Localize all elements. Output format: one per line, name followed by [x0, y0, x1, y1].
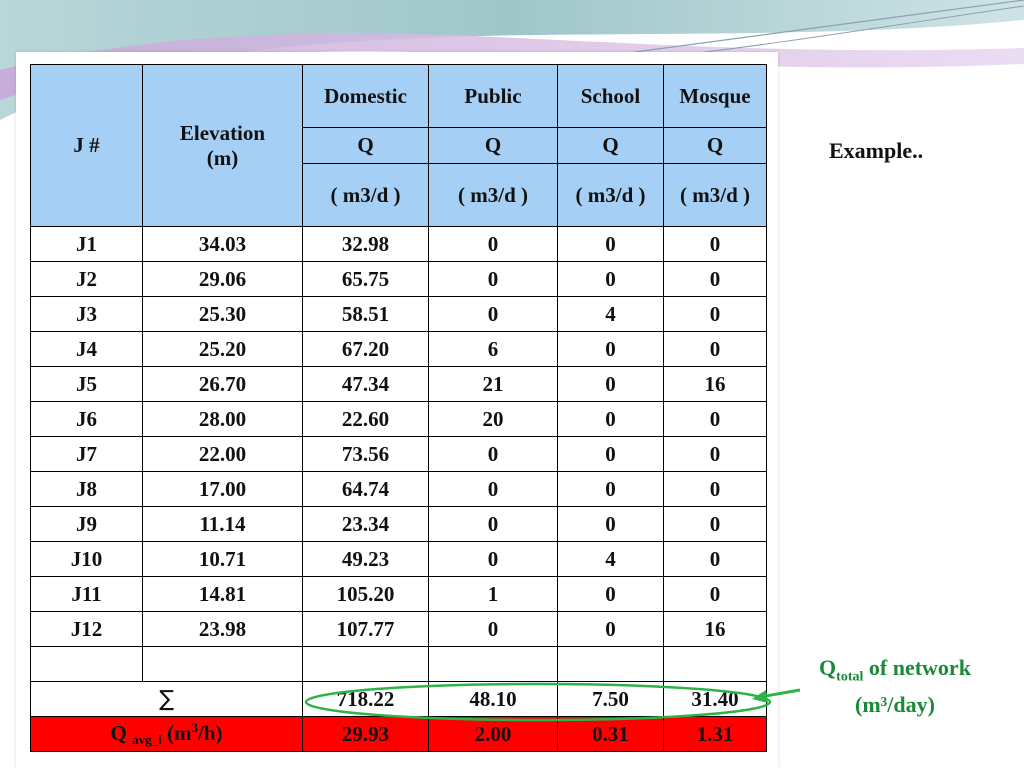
- cell-elevation: 34.03: [143, 227, 303, 262]
- header-school: School: [558, 65, 664, 128]
- cell-junction: [31, 647, 143, 682]
- cell-public: 0: [429, 472, 558, 507]
- cell-school: 4: [558, 542, 664, 577]
- cell-mosque: 0: [664, 507, 767, 542]
- cell-junction: J8: [31, 472, 143, 507]
- header-elevation: [143, 65, 303, 227]
- cell-domestic: [303, 647, 429, 682]
- table-row: [31, 472, 767, 507]
- qtotal-rest: of network: [863, 655, 971, 680]
- header-elevation-unit: (m): [206, 145, 239, 170]
- cell-public: 0: [429, 542, 558, 577]
- cell-mosque: 0: [664, 472, 767, 507]
- avg-label: [31, 717, 303, 752]
- cell-domestic: 65.75: [303, 262, 429, 297]
- cell-elevation: 26.70: [143, 367, 303, 402]
- header-q: Q: [558, 128, 664, 164]
- qtotal-q: Q: [819, 655, 837, 680]
- cell-junction: J12: [31, 612, 143, 647]
- cell-school: [558, 647, 664, 682]
- header-junction: J #: [31, 65, 143, 227]
- cell-public: 0: [429, 227, 558, 262]
- header-q: Q: [429, 128, 558, 164]
- table-row: [31, 297, 767, 332]
- cell-elevation: 17.00: [143, 472, 303, 507]
- table-body: [31, 227, 767, 682]
- table-row: [31, 227, 767, 262]
- avg-school: 0.31: [558, 717, 664, 752]
- cell-mosque: 16: [664, 612, 767, 647]
- example-label: Example..: [829, 138, 924, 163]
- cell-domestic: 105.20: [303, 577, 429, 612]
- sigma-symbol: ∑: [159, 686, 174, 712]
- header-unit: ( m3/d ): [429, 164, 558, 227]
- avg-unit-pre: (m: [166, 721, 192, 745]
- sum-symbol: [31, 682, 303, 717]
- cell-school: 0: [558, 577, 664, 612]
- cell-domestic: 22.60: [303, 402, 429, 437]
- table-row: [31, 402, 767, 437]
- table-row: [31, 437, 767, 472]
- avg-mosque: 1.31: [664, 717, 767, 752]
- cell-school: 4: [558, 297, 664, 332]
- header-q: Q: [664, 128, 767, 164]
- qtotal-unit: (m³/day): [855, 692, 935, 718]
- cell-domestic: 23.34: [303, 507, 429, 542]
- cell-domestic: 47.34: [303, 367, 429, 402]
- cell-mosque: 0: [664, 577, 767, 612]
- sum-row: [31, 682, 767, 717]
- cell-junction: J10: [31, 542, 143, 577]
- cell-public: 21: [429, 367, 558, 402]
- cell-school: 0: [558, 367, 664, 402]
- header-unit: ( m3/d ): [558, 164, 664, 227]
- table-row: [31, 647, 767, 682]
- cell-mosque: 0: [664, 542, 767, 577]
- header-unit: ( m3/d ): [664, 164, 767, 227]
- cell-public: 0: [429, 262, 558, 297]
- cell-junction: J2: [31, 262, 143, 297]
- cell-domestic: 73.56: [303, 437, 429, 472]
- cell-domestic: 107.77: [303, 612, 429, 647]
- cell-public: 20: [429, 402, 558, 437]
- cell-junction: J4: [31, 332, 143, 367]
- avg-domestic: 29.93: [303, 717, 429, 752]
- cell-elevation: 14.81: [143, 577, 303, 612]
- header-domestic: Domestic: [303, 65, 429, 128]
- cell-school: 0: [558, 437, 664, 472]
- table-row: [31, 367, 767, 402]
- cell-mosque: [664, 647, 767, 682]
- cell-mosque: 0: [664, 262, 767, 297]
- cell-elevation: 22.00: [143, 437, 303, 472]
- header-public: Public: [429, 65, 558, 128]
- avg-unit-exp: 3: [191, 720, 198, 735]
- cell-public: 6: [429, 332, 558, 367]
- cell-public: 0: [429, 297, 558, 332]
- cell-mosque: 0: [664, 297, 767, 332]
- junction-demand-table: [30, 64, 767, 752]
- cell-junction: J9: [31, 507, 143, 542]
- cell-junction: J1: [31, 227, 143, 262]
- avg-sub: avg_i: [132, 732, 162, 747]
- cell-elevation: 23.98: [143, 612, 303, 647]
- cell-school: 0: [558, 507, 664, 542]
- cell-junction: J11: [31, 577, 143, 612]
- cell-public: [429, 647, 558, 682]
- table-row: [31, 612, 767, 647]
- avg-unit-post: /h): [197, 721, 223, 745]
- cell-mosque: 16: [664, 367, 767, 402]
- table-row: [31, 542, 767, 577]
- cell-school: 0: [558, 227, 664, 262]
- cell-mosque: 0: [664, 402, 767, 437]
- header-elevation-label: Elevation: [179, 120, 266, 145]
- cell-school: 0: [558, 262, 664, 297]
- qtotal-sub: total: [836, 669, 864, 685]
- cell-mosque: 0: [664, 332, 767, 367]
- sum-public: 48.10: [429, 682, 558, 717]
- cell-elevation: 28.00: [143, 402, 303, 437]
- sum-domestic: 718.22: [303, 682, 429, 717]
- sum-school: 7.50: [558, 682, 664, 717]
- header-q: Q: [303, 128, 429, 164]
- table-row: [31, 262, 767, 297]
- cell-mosque: 0: [664, 437, 767, 472]
- cell-school: 0: [558, 472, 664, 507]
- avg-q: Q: [110, 721, 127, 745]
- cell-public: 1: [429, 577, 558, 612]
- avg-row: [31, 717, 767, 752]
- cell-elevation: [143, 647, 303, 682]
- cell-junction: J7: [31, 437, 143, 472]
- cell-domestic: 49.23: [303, 542, 429, 577]
- header-unit: ( m3/d ): [303, 164, 429, 227]
- cell-domestic: 58.51: [303, 297, 429, 332]
- table-row: [31, 577, 767, 612]
- cell-school: 0: [558, 612, 664, 647]
- cell-elevation: 25.20: [143, 332, 303, 367]
- qtotal-line1: [792, 654, 998, 691]
- qtotal-annotation: [792, 654, 998, 719]
- cell-domestic: 67.20: [303, 332, 429, 367]
- sum-mosque: 31.40: [664, 682, 767, 717]
- header-mosque: Mosque: [664, 65, 767, 128]
- cell-public: 0: [429, 437, 558, 472]
- cell-domestic: 64.74: [303, 472, 429, 507]
- cell-elevation: 25.30: [143, 297, 303, 332]
- cell-elevation: 29.06: [143, 262, 303, 297]
- cell-domestic: 32.98: [303, 227, 429, 262]
- table-row: [31, 507, 767, 542]
- cell-public: 0: [429, 507, 558, 542]
- cell-public: 0: [429, 612, 558, 647]
- cell-school: 0: [558, 332, 664, 367]
- cell-junction: J5: [31, 367, 143, 402]
- table-row: [31, 332, 767, 367]
- avg-public: 2.00: [429, 717, 558, 752]
- cell-school: 0: [558, 402, 664, 437]
- cell-elevation: 10.71: [143, 542, 303, 577]
- cell-junction: J6: [31, 402, 143, 437]
- cell-junction: J3: [31, 297, 143, 332]
- cell-mosque: 0: [664, 227, 767, 262]
- cell-elevation: 11.14: [143, 507, 303, 542]
